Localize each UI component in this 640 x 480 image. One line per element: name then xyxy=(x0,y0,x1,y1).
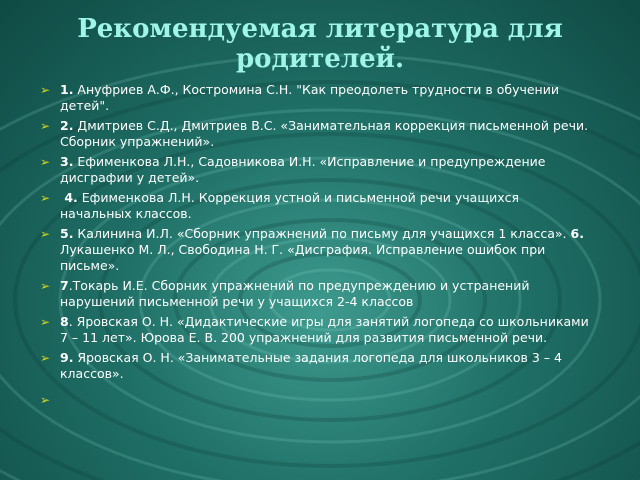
item-number: 1. xyxy=(60,82,74,97)
arrow-bullet-icon: ➢ xyxy=(40,315,51,329)
arrow-bullet-icon: ➢ xyxy=(40,227,51,241)
arrow-bullet-icon: ➢ xyxy=(40,83,51,97)
item-number: 7 xyxy=(60,278,69,293)
list-item-empty xyxy=(40,392,592,408)
slide-title: Рекомендуемая литература для родителей. xyxy=(77,14,563,74)
item-number: 3. xyxy=(60,154,74,169)
list-item xyxy=(40,226,592,274)
item-text: Калинина И.Л. «Сборник упражнений по письму для учащихся 1 класса». xyxy=(73,226,567,241)
item-text: Ануфриев А.Ф., Костромина С.Н. "Как преодолеть трудности в обучении детей". xyxy=(60,82,559,113)
item-number: 8 xyxy=(60,314,69,329)
item-number: 2. xyxy=(60,118,74,133)
item-text: Яровская О. Н. «Занимательные задания логопеда для школьников 3 – 4 классов». xyxy=(60,350,562,381)
item-text: Ефименкова Л.Н. Коррекция устной и письменной речи учащихся начальных классов. xyxy=(60,190,520,221)
literature-list xyxy=(40,82,592,412)
item-number: 5. xyxy=(60,226,74,241)
list-item xyxy=(40,82,592,114)
list-item xyxy=(40,154,592,186)
list-item xyxy=(40,278,592,310)
arrow-bullet-icon: ➢ xyxy=(40,393,51,407)
list-item xyxy=(40,190,592,222)
item-number: 4. xyxy=(60,190,78,205)
list-item xyxy=(40,350,592,382)
item-text-secondary: Лукашенко М. Л., Свободина Н. Г. «Дисграфия. Исправление ошибок при письме». xyxy=(60,242,546,273)
item-text: Дмитриев С.Д., Дмитриев В.С. «Занимательная коррекция письменной речи. Сборник упражнений». xyxy=(60,118,589,149)
arrow-bullet-icon: ➢ xyxy=(40,155,51,169)
item-text: Ефименкова Л.Н., Садовникова И.Н. «Исправление и предупреждение дисграфии у детей». xyxy=(60,154,546,185)
arrow-bullet-icon: ➢ xyxy=(40,119,51,133)
arrow-bullet-icon: ➢ xyxy=(40,191,51,205)
arrow-bullet-icon: ➢ xyxy=(40,279,51,293)
list-item xyxy=(40,118,592,150)
arrow-bullet-icon: ➢ xyxy=(40,351,51,365)
item-text: . Яровская О. Н. «Дидактические игры для занятий логопеда со школьниками 7 – 11 лет». Юрова Е. В. 200 упражнений для развития письменной речи. xyxy=(60,314,589,345)
item-number-secondary: 6. xyxy=(570,226,584,241)
item-text: .Токарь И.Е. Сборник упражнений по предупреждению и устранений нарушений письменной речи у учащихся 2-4 классов xyxy=(60,278,530,309)
item-number: 9. xyxy=(60,350,74,365)
list-item xyxy=(40,314,592,346)
